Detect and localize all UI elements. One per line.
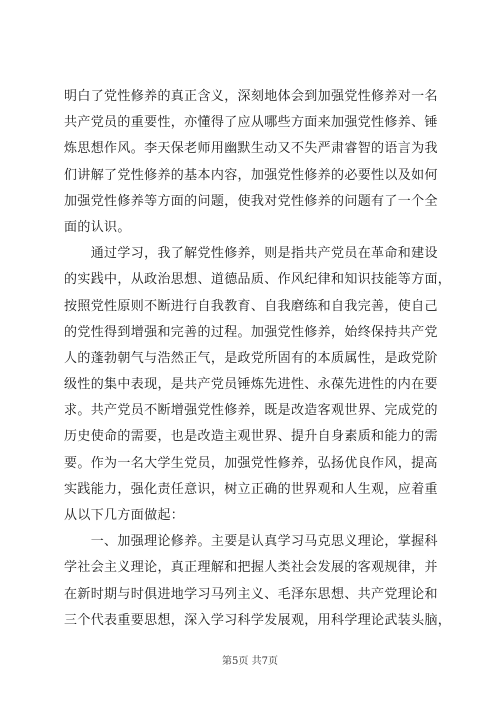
text-line: 明白了党性修养的真正含义，深刻地体会到加强党性修养对一名 <box>64 89 438 104</box>
text-line: 的实践中，从政治思想、道德品质、作风纪律和知识技能等方面， <box>64 272 452 288</box>
text-line: 共产党员的重要性，亦懂得了应从哪些方面来加强党性修养、锤 <box>64 115 438 131</box>
text-line: 实践能力，强化责任意识，树立正确的世界观和人生观，应着重 <box>64 481 438 497</box>
text-line: 级性的集中表现，是共产党员锤炼先进性、永葆先进性的内在要 <box>64 377 438 393</box>
text-line: 通过学习，我了解党性修养，则是指共产党员在革命和建设 <box>64 246 438 262</box>
text-line: 要。作为一名大学生党员，加强党性修养，弘扬优良作风，提高 <box>64 455 438 471</box>
text-line: 在新时期与时俱进地学习马列主义、毛泽东思想、共产党理论和 <box>64 586 438 602</box>
text-line: 的党性得到增强和完善的过程。加强党性修养，始终保持共产党 <box>64 324 438 340</box>
page-number-footer: 第5页 共7页 <box>222 656 278 667</box>
text-line: 们讲解了党性修养的基本内容，加强党性修养的必要性以及如何 <box>64 167 438 183</box>
text-line: 三个代表重要思想，深入学习科学发展观，用科学理论武装头脑， <box>64 612 452 628</box>
text-line: 求。共产党员不断增强党性修养，既是改造客观世界、完成党的 <box>64 403 438 419</box>
text-line: 历史使命的需要，也是改造主观世界、提升自身素质和能力的需 <box>64 429 438 445</box>
text-line: 从以下几方面做起： <box>64 508 185 523</box>
text-line: 学社会主义理论，真正理解和把握人类社会发展的客观规律，并 <box>64 560 438 576</box>
body-text <box>64 84 452 634</box>
text-line: 一、加强理论修养。主要是认真学习马克思义理论，掌握科 <box>64 534 438 550</box>
text-line: 面的认识。 <box>64 219 131 235</box>
text-line: 炼思想作风。李天保老师用幽默生动又不失严肃睿智的语言为我 <box>64 141 438 157</box>
text-line: 人的蓬勃朝气与浩然正气，是政党所固有的本质属性，是政党阶 <box>64 350 438 366</box>
text-line: 加强党性修养等方面的问题，使我对党性修养的问题有了一个全 <box>64 193 438 209</box>
text-line: 按照党性原则不断进行自我教育、自我磨练和自我完善，使自己 <box>64 298 438 314</box>
